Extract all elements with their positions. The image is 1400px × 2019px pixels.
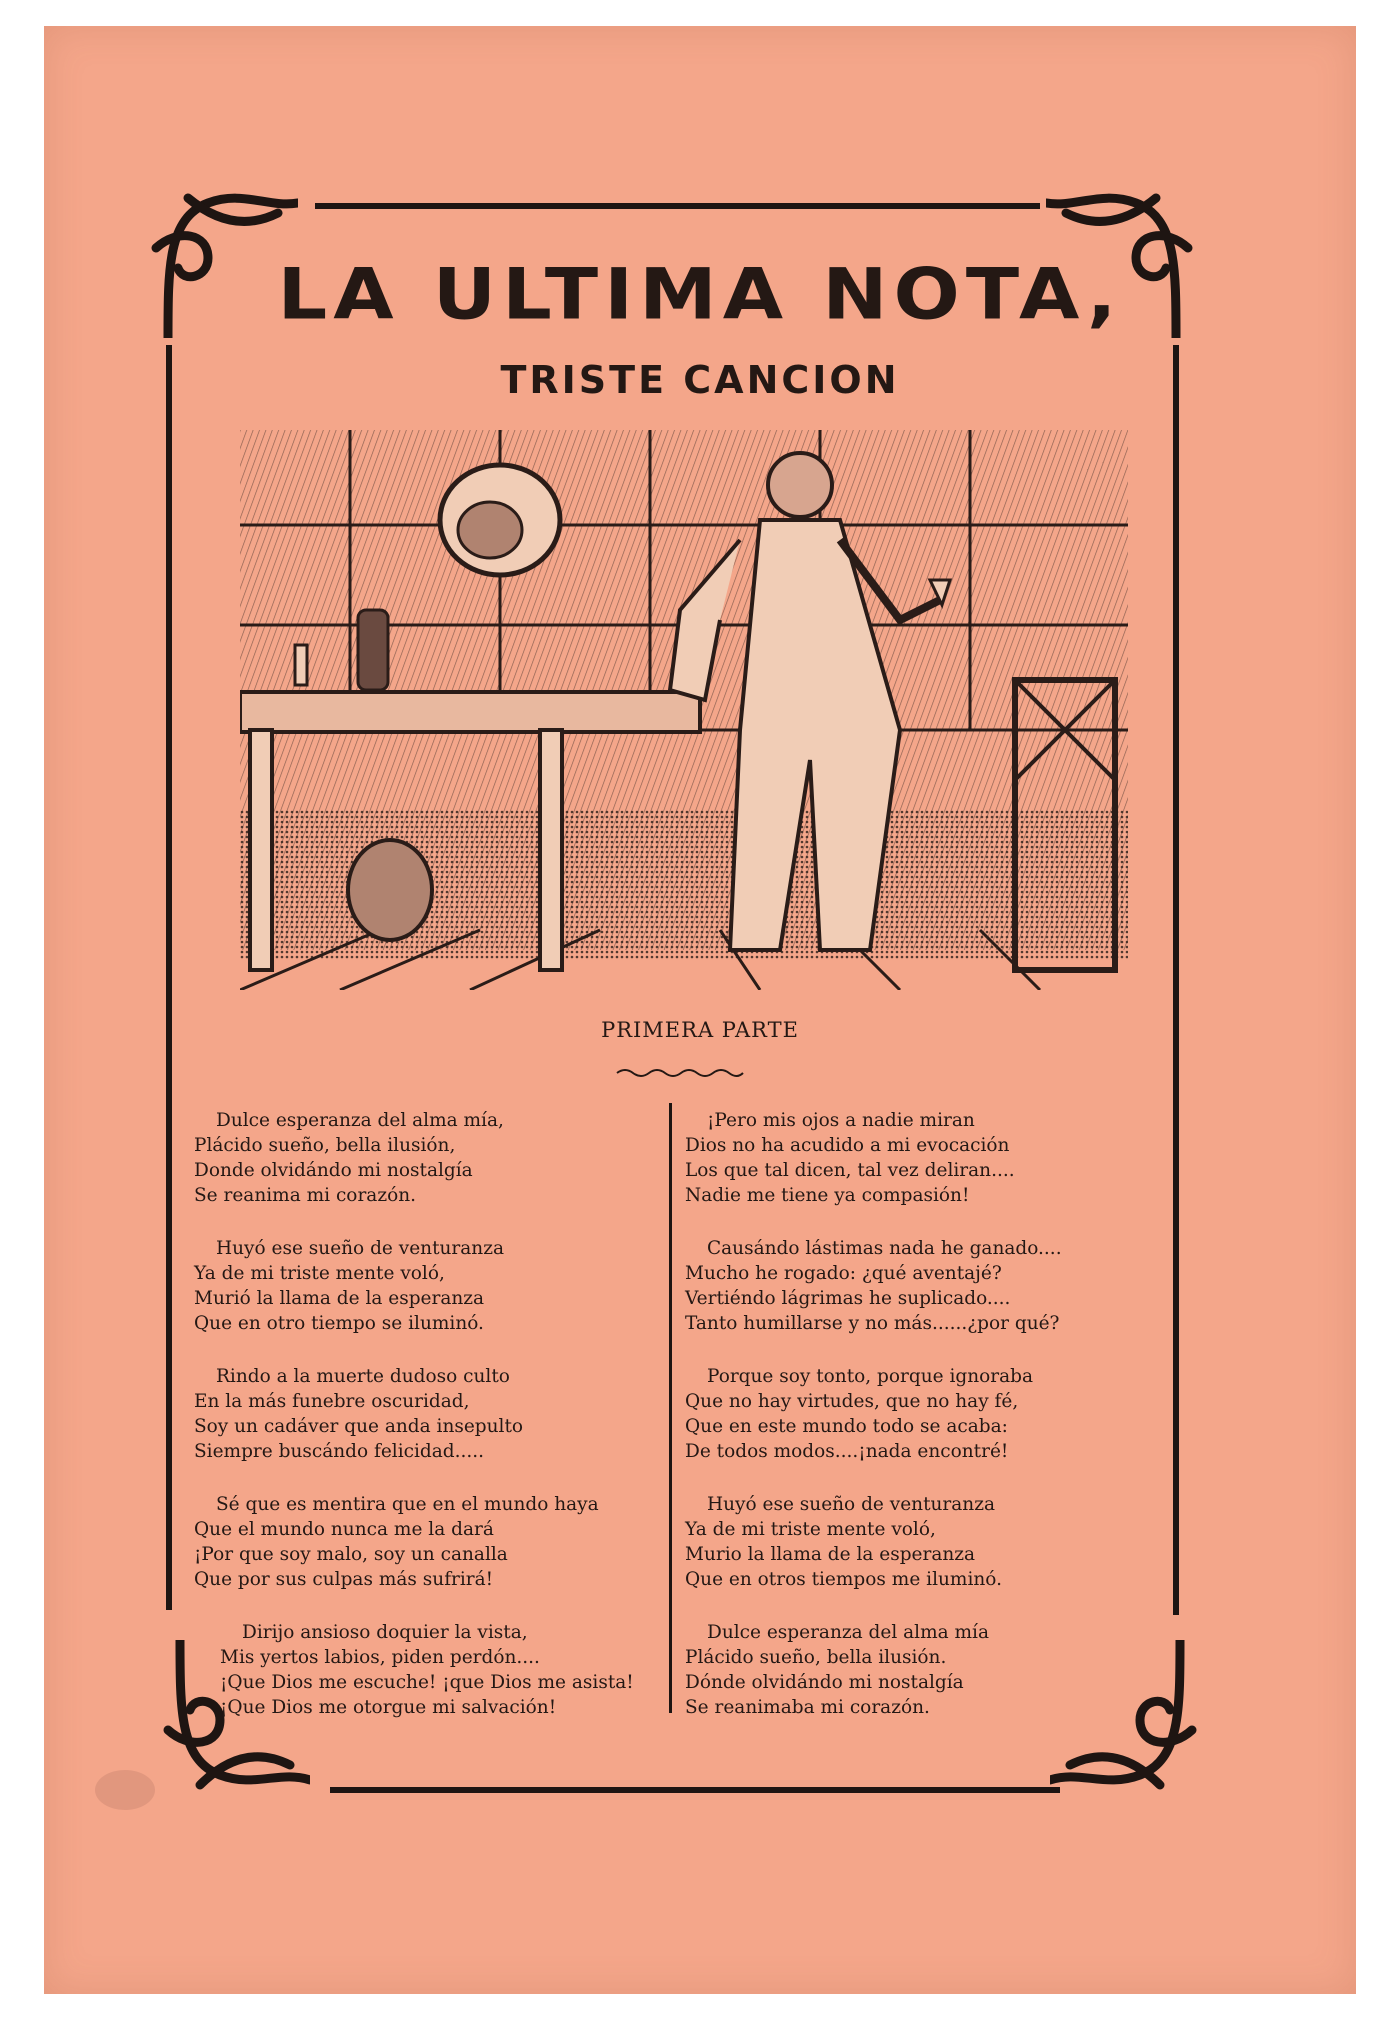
verse-line: Plácido sueño, bella ilusión,: [194, 1135, 456, 1156]
verse-line: Murió la llama de la esperanza: [194, 1288, 485, 1309]
verse-line: Plácido sueño, bella ilusión.: [685, 1647, 947, 1668]
verse-line: Ya de mi triste mente voló,: [194, 1263, 445, 1284]
verse-line: Dios no ha acudido a mi evocación: [685, 1135, 1010, 1156]
border-top-line: [315, 203, 1040, 209]
left-verse-column: [194, 1108, 674, 1748]
verse-line: Causándo lástimas nada he ganado....: [707, 1238, 1062, 1259]
verse-line: Huyó ese sueño de venturanza: [707, 1494, 995, 1515]
part-heading: PRIMERA PARTE: [601, 1018, 799, 1042]
verse-line: Que en otros tiempos me iluminó.: [685, 1569, 1002, 1590]
verse-line: Se reanima mi corazón.: [194, 1185, 416, 1206]
stanza: [194, 1236, 674, 1336]
verse-line: Los que tal dicen, tal vez deliran....: [685, 1160, 1015, 1181]
border-bottom-line: [330, 1787, 1060, 1793]
verse-line: Sé que es mentira que en el mundo haya: [216, 1494, 599, 1515]
ink-smudge: [95, 1770, 155, 1810]
verse-line: ¡Pero mis ojos a nadie miran: [707, 1110, 975, 1131]
verse-line: En la más funebre oscuridad,: [194, 1391, 470, 1412]
stanza: [194, 1492, 674, 1592]
verse-line: ¡Por que soy malo, soy un canalla: [194, 1544, 508, 1565]
verse-line: Murio la llama de la esperanza: [685, 1544, 976, 1565]
verse-line: Mis yertos labios, piden perdón....: [220, 1647, 540, 1668]
verse-line: Rindo a la muerte dudoso culto: [216, 1366, 510, 1387]
stanza: [685, 1108, 1165, 1208]
verse-line: Vertiéndo lágrimas he suplicado....: [685, 1288, 1011, 1309]
verse-line: ¡Que Dios me otorgue mi salvación!: [220, 1697, 557, 1718]
broadside-subtitle: TRISTE CANCION: [500, 358, 900, 402]
broadside-title: LA ULTIMA NOTA,: [277, 254, 1123, 336]
man-with-wine-glass-engraving-icon: [240, 430, 1128, 990]
stanza: [685, 1364, 1165, 1464]
stanza: [194, 1108, 674, 1208]
verse-line: Ya de mi triste mente voló,: [685, 1519, 936, 1540]
stanza: [685, 1492, 1165, 1592]
verse-line: Donde olvidándo mi nostalgía: [194, 1160, 473, 1181]
verse-line: ¡Que Dios me escuche! ¡que Dios me asista!: [220, 1672, 634, 1693]
stanza: [194, 1620, 674, 1720]
verse-line: Que el mundo nunca me la dará: [194, 1519, 494, 1540]
verse-line: Nadie me tiene ya compasión!: [685, 1185, 970, 1206]
border-left-line: [166, 345, 172, 1610]
verse-line: Que no hay virtudes, que no hay fé,: [685, 1391, 1019, 1412]
verse-line: Que por sus culpas más sufrirá!: [194, 1569, 494, 1590]
verse-line: Se reanimaba mi corazón.: [685, 1697, 930, 1718]
verse-line: Dulce esperanza del alma mía,: [216, 1110, 504, 1131]
wave-divider-icon: [615, 1066, 745, 1080]
stanza: [194, 1364, 674, 1464]
verse-line: Que en este mundo todo se acaba:: [685, 1416, 1008, 1437]
verse-line: Dulce esperanza del alma mía: [707, 1622, 990, 1643]
verse-line: Siempre buscándo felicidad.....: [194, 1441, 485, 1462]
right-verse-column: [685, 1108, 1165, 1748]
stanza: [685, 1236, 1165, 1336]
verse-line: Porque soy tonto, porque ignoraba: [707, 1366, 1034, 1387]
verse-line: De todos modos....¡nada encontré!: [685, 1441, 1009, 1462]
verse-line: Dirijo ansioso doquier la vista,: [242, 1622, 528, 1643]
stanza: [685, 1620, 1165, 1720]
verse-line: Tanto humillarse y no más......¿por qué?: [685, 1313, 1060, 1334]
verse-line: Dónde olvidándo mi nostalgía: [685, 1672, 964, 1693]
verse-line: Soy un cadáver que anda insepulto: [194, 1416, 524, 1437]
border-right-line: [1173, 345, 1179, 1615]
verse-line: Que en otro tiempo se iluminó.: [194, 1313, 484, 1334]
verse-line: Mucho he rogado: ¿qué aventajé?: [685, 1263, 1002, 1284]
verse-line: Huyó ese sueño de venturanza: [216, 1238, 504, 1259]
